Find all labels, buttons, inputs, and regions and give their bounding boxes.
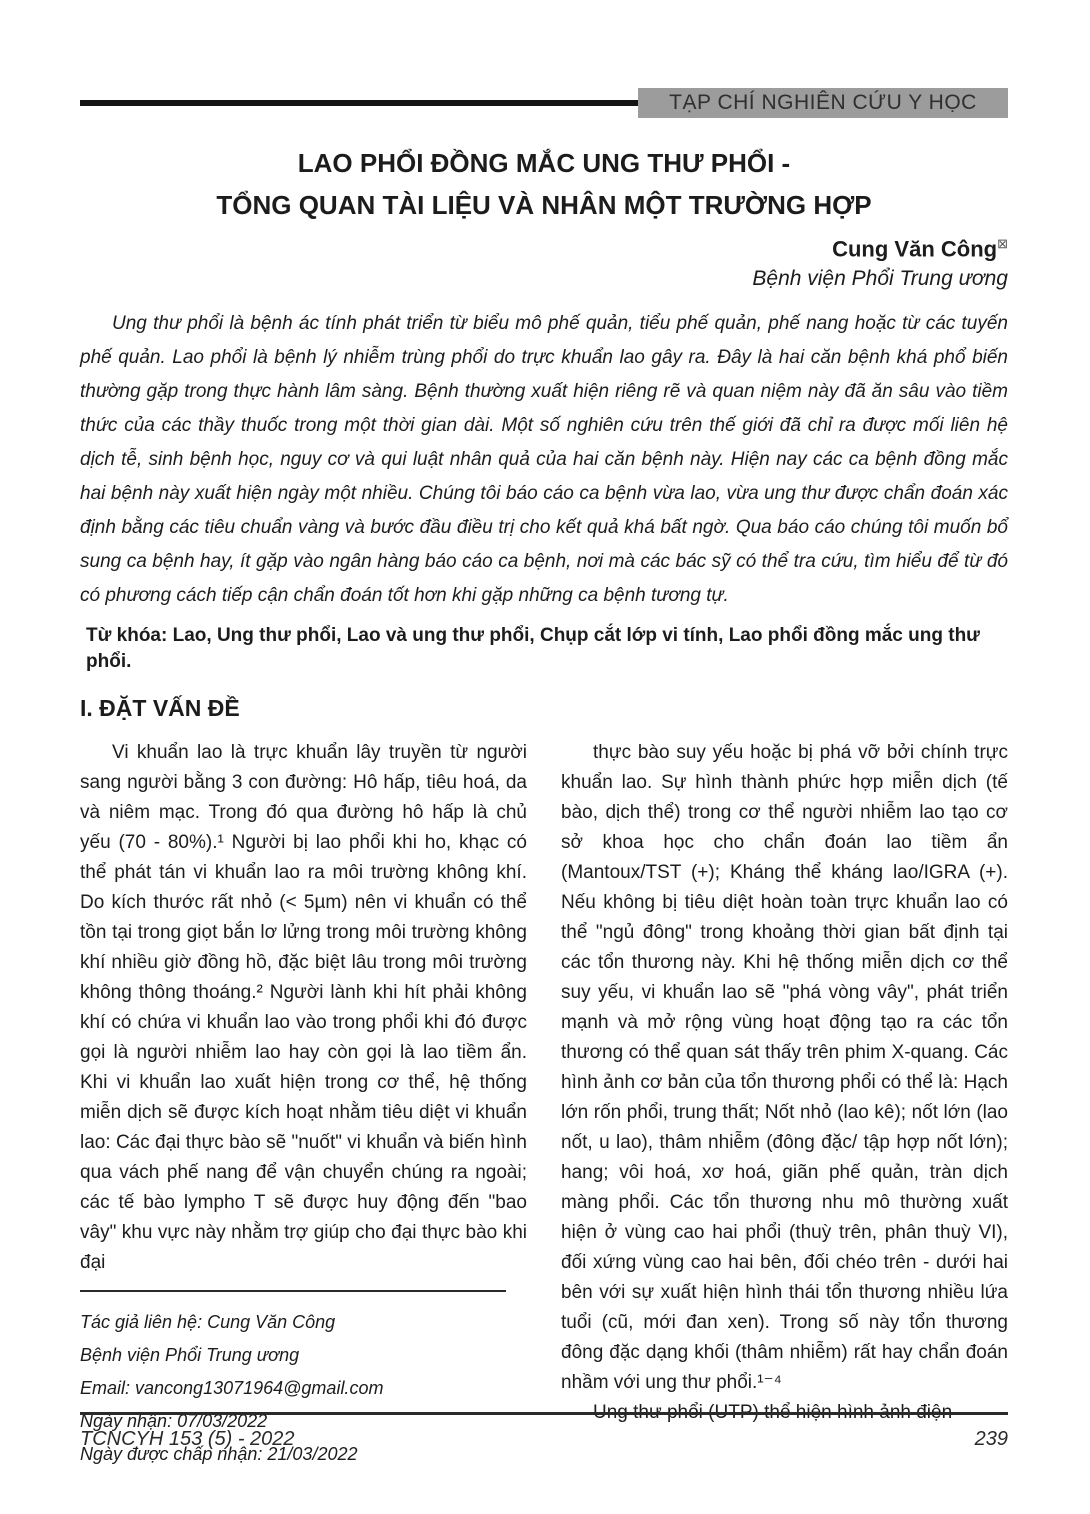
page-footer [80, 1412, 1008, 1451]
keywords-text: Lao, Ung thư phổi, Lao và ung thư phổi, Chụp cắt lớp vi tính, Lao phổi đồng mắc ung thư phổi. [86, 625, 980, 673]
right-column-paragraph-2: Ung thư phổi (UTP) thể hiện hình ảnh điện [593, 1402, 953, 1424]
footer-journal-ref: TCNCYH 153 (5) - 2022 [80, 1428, 295, 1450]
left-column-paragraph: Vi khuẩn lao là trực khuẩn lây truyền từ người sang người bằng 3 con đường: Hô hấp, tiêu hoá, da và niêm mạc. Trong đó qua đường hô hấp là chủ yếu (70 - 80%).¹ Người bị lao phổi khi ho, khạc có thể phát tán vi khuẩn lao ra môi trường không khí. Do kích thước rất nhỏ (< 5µm) nên vi khuẩn có thể tồn tại trong giọt bắn lơ lửng trong môi trường không khí nhiều giờ đồng hồ, đặc biệt lâu trong môi trường không thông thoáng.² Người lành khi hít phải không khí có chứa vi khuẩn lao vào trong phổi khi đó được gọi là người nhiễm lao hay còn gọi là lao tiềm ẩn. Khi vi khuẩn lao xuất hiện trong cơ thể, hệ thống miễn dịch sẽ được kích hoạt nhằm tiêu diệt vi khuẩn lao: Các đại thực bào sẽ "nuốt" vi khuẩn và biến hình qua vách phế nang để vận chuyển chúng ra ngoài; các tế bào lympho T sẽ được huy động đến "bao vây" khu vực này nhằm trợ giúp cho đại thực bào khi đại [80, 742, 527, 1274]
article-title [80, 142, 1008, 226]
article-title-line2: TỔNG QUAN TÀI LIỆU VÀ NHÂN MỘT TRƯỜNG HỢP [216, 190, 872, 220]
journal-header [80, 88, 1008, 118]
footnote-email: Email: vancong13071964@gmail.com [80, 1378, 384, 1399]
author-affiliation: Bệnh viện Phổi Trung ương [752, 267, 1008, 291]
body-columns [80, 738, 1008, 1471]
right-column-paragraph-1: thực bào suy yếu hoặc bị phá vỡ bởi chính trực khuẩn lao. Sự hình thành phức hợp miễn dịch (tế bào, dịch thể) trong cơ thể người nhiễm lao tạo cơ sở khoa học cho chẩn đoán lao tiềm ẩn (Mantoux/TST (+); Kháng thể kháng lao/IGRA (+). Nếu không bị tiêu diệt hoàn toàn trực khuẩn lao có thể "ngủ đông" trong khoảng thời gian bất định tại các tổn thương này. Khi hệ thống miễn dịch cơ thể suy yếu, vi khuẩn lao sẽ "phá vòng vây", phát triển mạnh và mở rộng vùng hoạt động tạo ra các tổn thương có thể quan sát thấy trên phim X-quang. Các hình ảnh cơ bản của tổn thương phổi có thể là: Hạch lớn rốn phổi, trung thất; Nốt nhỏ (lao kê); nốt lớn (lao nốt, u lao), thâm nhiễm (đông đặc/ tập hợp nốt lớn); hang; vôi hoá, xơ hoá, giãn phế quản, tràn dịch màng phổi. Các tổn thương nhu mô thường xuất hiện ở vùng cao hai phổi (thuỳ trên, phân thuỳ VI), đối xứng vùng cao hai bên, đối chéo trên - dưới hai bên với sự xuất hiện hình thái tổn thương nhiều lứa tuổi (cũ, mới đan xen). Trong số này tổn thương đông đặc dạng khối (thâm nhiễm) rất hay chẩn đoán nhầm với ung thư phổi.¹⁻⁴ [561, 742, 1008, 1394]
keywords-line [80, 623, 1008, 675]
keywords-label: Từ khóa: [86, 625, 168, 647]
right-column [561, 738, 1008, 1471]
author-name: Cung Văn Công [832, 236, 998, 262]
footnote-accepted-date: Ngày được chấp nhận: 21/03/2022 [80, 1444, 358, 1465]
journal-name-box [638, 88, 1008, 118]
left-column [80, 738, 527, 1471]
footnote-corresponding-author: Tác giả liên hệ: Cung Văn Công [80, 1312, 336, 1333]
envelope-icon: ⊠ [997, 236, 1008, 251]
section-heading-dat-van-de: I. ĐẶT VẤN ĐỀ [80, 695, 240, 722]
footnote-affiliation: Bệnh viện Phổi Trung ương [80, 1345, 300, 1366]
header-rule [80, 100, 638, 106]
footnote-received-date: Ngày nhận: 07/03/2022 [80, 1411, 268, 1432]
journal-name: TẠP CHÍ NGHIÊN CỨU Y HỌC [669, 91, 977, 114]
footer-page-number: 239 [974, 1428, 1008, 1450]
author-line [80, 236, 1008, 262]
abstract-paragraph: Ung thư phổi là bệnh ác tính phát triển từ biểu mô phế quản, tiểu phế quản, phế nang hoặc từ các tuyến phế quản. Lao phổi là bệnh lý nhiễm trùng phổi do trực khuẩn lao gây ra. Đây là hai căn bệnh khá phổ biến thường gặp trong thực hành lâm sàng. Bệnh thường xuất hiện riêng rẽ và quan niệm này đã ăn sâu vào tiềm thức của các thầy thuốc trong một thời gian dài. Một số nghiên cứu trên thế giới đã chỉ ra được mối liên hệ dịch tễ, sinh bệnh học, nguy cơ và qui luật nhân quả của hai căn bệnh này. Hiện nay các ca bệnh đồng mắc hai bệnh này xuất hiện ngày một nhiều. Chúng tôi báo cáo ca bệnh vừa lao, vừa ung thư được chẩn đoán xác định bằng các tiêu chuẩn vàng và bước đầu điều trị cho kết quả khá bất ngờ. Qua báo cáo chúng tôi muốn bổ sung ca bệnh hay, ít gặp vào ngân hàng báo cáo ca bệnh, nơi mà các bác sỹ có thể tra cứu, tìm hiểu để từ đó có phương cách tiếp cận chẩn đoán tốt hơn khi gặp những ca bệnh tương tự. [80, 313, 1008, 607]
article-title-line1: LAO PHỔI ĐỒNG MẮC UNG THƯ PHỔI - [297, 148, 791, 178]
